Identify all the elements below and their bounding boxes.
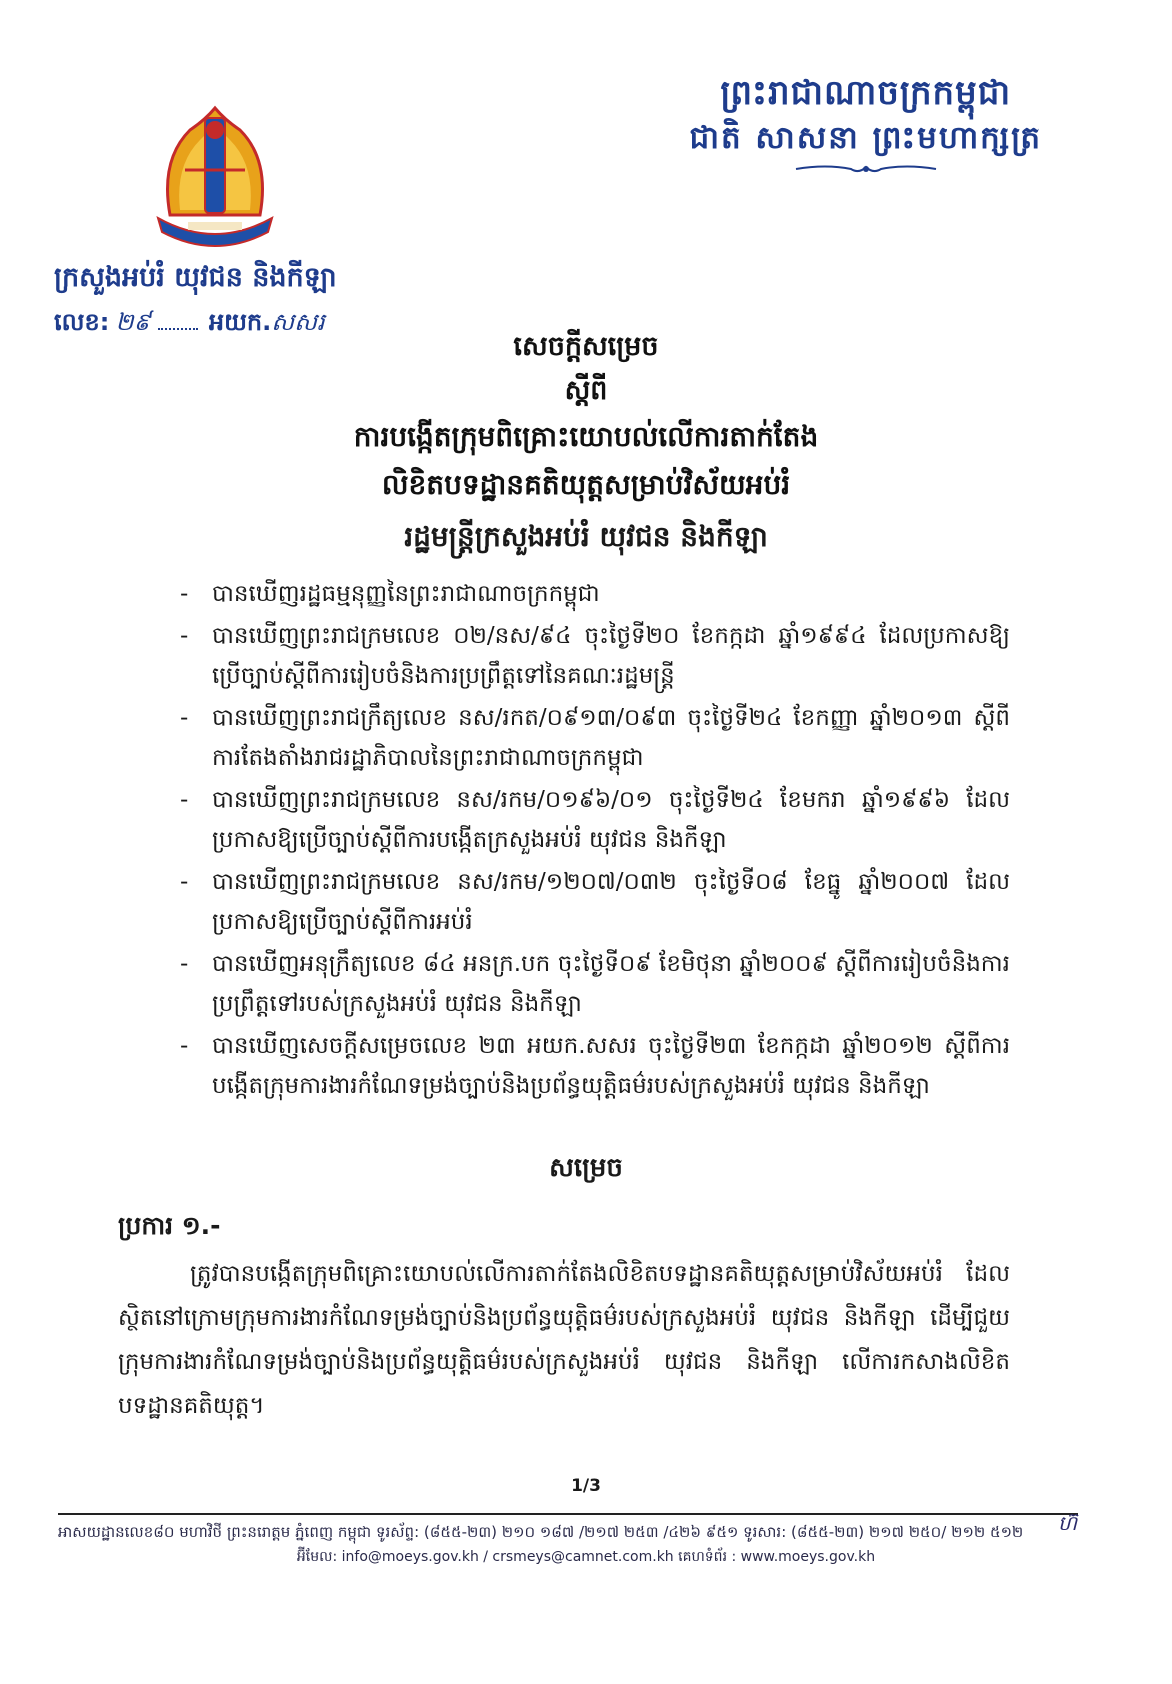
list-item: - បានឃើញអនុក្រឹត្យលេខ ៨៤ អនក្រ.បក ចុះថ្ងៃទី០៩ ខែមិថុនា ឆ្នាំ២០០៩ ស្តីពីការរៀបចំនិងការប្រព្រឹត្តទៅរបស់ក្រសួងអប់រំ យុវជន និងកីឡា — [180, 951, 1010, 1017]
kingdom-header — [689, 70, 1042, 176]
ref-suffix: សសរ — [271, 308, 325, 336]
decision-heading: សម្រេច — [549, 1153, 623, 1183]
title-line-decision: សេចក្តីសម្រេច — [513, 331, 659, 362]
document-title — [0, 325, 1172, 509]
ref-unit: អយក. — [208, 308, 272, 336]
list-item: - បានឃើញព្រះរាជក្រមលេខ នស/រកម/១២០៧/០៣២ ចុះថ្ងៃទី០៨ ខែធ្នូ ឆ្នាំ២០០៧ ដែលប្រកាសឱ្យប្រើច្បាប់ស្តីពីការអប់រំ — [180, 869, 1010, 935]
title-line-subject-2: លិខិតបទដ្ឋានគតិយុត្តសម្រាប់វិស័យអប់រំ — [381, 468, 791, 501]
footer-address: អាសយដ្ឋានលេខ៨០ មហាវិថី ព្រះនរោត្តម ភ្នំពេញ កម្ពុជា ទូរស័ព្ទ: (៨៥៥-២៣) ២១០ ១៨៧ /២១៧ ២៥៣ /៤២៦ ៩៥១ ទូរសារ: (៨៥៥-២៣) ២១៧ ២៥០/ ២១២ ៥១២ — [58, 1523, 1024, 1541]
ministry-emblem-icon — [150, 100, 280, 260]
article-heading: ប្រការ ១.- — [118, 1211, 221, 1240]
page-number: 1/3 — [571, 1476, 601, 1496]
legal-basis-list — [180, 574, 1010, 1108]
list-item: - បានឃើញព្រះរាជក្រឹត្យលេខ នស/រកត/០៩១៣/០៩៣ ចុះថ្ងៃទី២៤ ខែកញ្ញា ឆ្នាំ២០១៣ ស្តីពីការតែងតាំងរាជរដ្ឋាភិបាលនៃព្រះរាជាណាចក្រកម្ពុជា — [180, 705, 1010, 771]
list-item: - បានឃើញព្រះរាជក្រមលេខ ០២/នស/៩៤ ចុះថ្ងៃទី២០ ខែកក្កដា ឆ្នាំ១៩៩៤ ដែលប្រកាសឱ្យប្រើច្បាប់ស្តីពីការរៀបចំនិងការប្រព្រឹត្តទៅនៃគណៈរដ្ឋមន្ត្រី — [180, 623, 1010, 689]
footer-contact: អ៊ីមែល: info@moeys.gov.kh / crsmeys@camnet.com.kh គេហទំព័រ : www.moeys.gov.kh — [296, 1549, 876, 1565]
ref-label: លេខ: — [54, 308, 110, 336]
list-item: - បានឃើញសេចក្តីសម្រេចលេខ ២៣ អយក.សសរ ចុះថ្ងៃទី២៣ ខែកក្កដា ឆ្នាំ២០១២ ស្តីពីការបង្កើតក្រុមការងារកំណែទម្រង់ច្បាប់និងប្រព័ន្ធយុត្តិធម៌របស់ក្រសួងអប់រំ យុវជន និងកីឡា — [180, 1033, 1010, 1099]
ornament-icon — [791, 162, 941, 176]
margin-initial: ហ៊ — [1058, 1511, 1078, 1535]
ministry-name: ក្រសួងអប់រំ យុវជន និងកីឡា — [54, 262, 337, 293]
list-item: - បានឃើញរដ្ឋធម្មនុញ្ញនៃព្រះរាជាណាចក្រកម្ពុជា — [180, 581, 600, 607]
list-item: - បានឃើញព្រះរាជក្រមលេខ នស/រកម/០១៩៦/០១ ចុះថ្ងៃទី២៤ ខែមករា ឆ្នាំ១៩៩៦ ដែលប្រកាសឱ្យប្រើច្បាប់ស្តីពីការបង្កើតក្រសួងអប់រំ យុវជន និងកីឡា — [180, 787, 1010, 853]
footer-divider — [58, 1513, 1078, 1515]
ref-number: ២៩ — [115, 308, 151, 336]
kingdom-title: ព្រះរាជាណាចក្រកម្ពុជា — [720, 73, 1012, 113]
title-line-subject-1: ការបង្កើតក្រុមពិគ្រោះយោបល់លើការតាក់តែង — [353, 420, 819, 453]
minister-heading: រដ្ឋមន្ត្រីក្រសួងអប់រំ យុវជន និងកីឡា — [404, 520, 768, 553]
title-line-regarding: ស្តីពី — [564, 375, 608, 406]
article-body: ត្រូវបានបង្កើតក្រុមពិគ្រោះយោបល់លើការតាក់តែងលិខិតបទដ្ឋានគតិយុត្តសម្រាប់វិស័យអប់រំ ដែលស្ថិតនៅក្រោមក្រុមការងារកំណែទម្រង់ច្បាប់និងប្រព័ន្ធយុត្តិធម៌របស់ក្រសួងអប់រំ យុវជន និងកីឡា ដើម្បីជួយក្រុមការងារកំណែទម្រង់ច្បាប់និងប្រព័ន្ធយុត្តិធម៌របស់ក្រសួងអប់រំ យុវជន និងកីឡា លើការកសាងលិខិតបទដ្ឋានគតិយុត្ត។ — [118, 1261, 1010, 1419]
kingdom-motto: ជាតិ សាសនា ព្រះមហាក្សត្រ — [689, 120, 1042, 156]
